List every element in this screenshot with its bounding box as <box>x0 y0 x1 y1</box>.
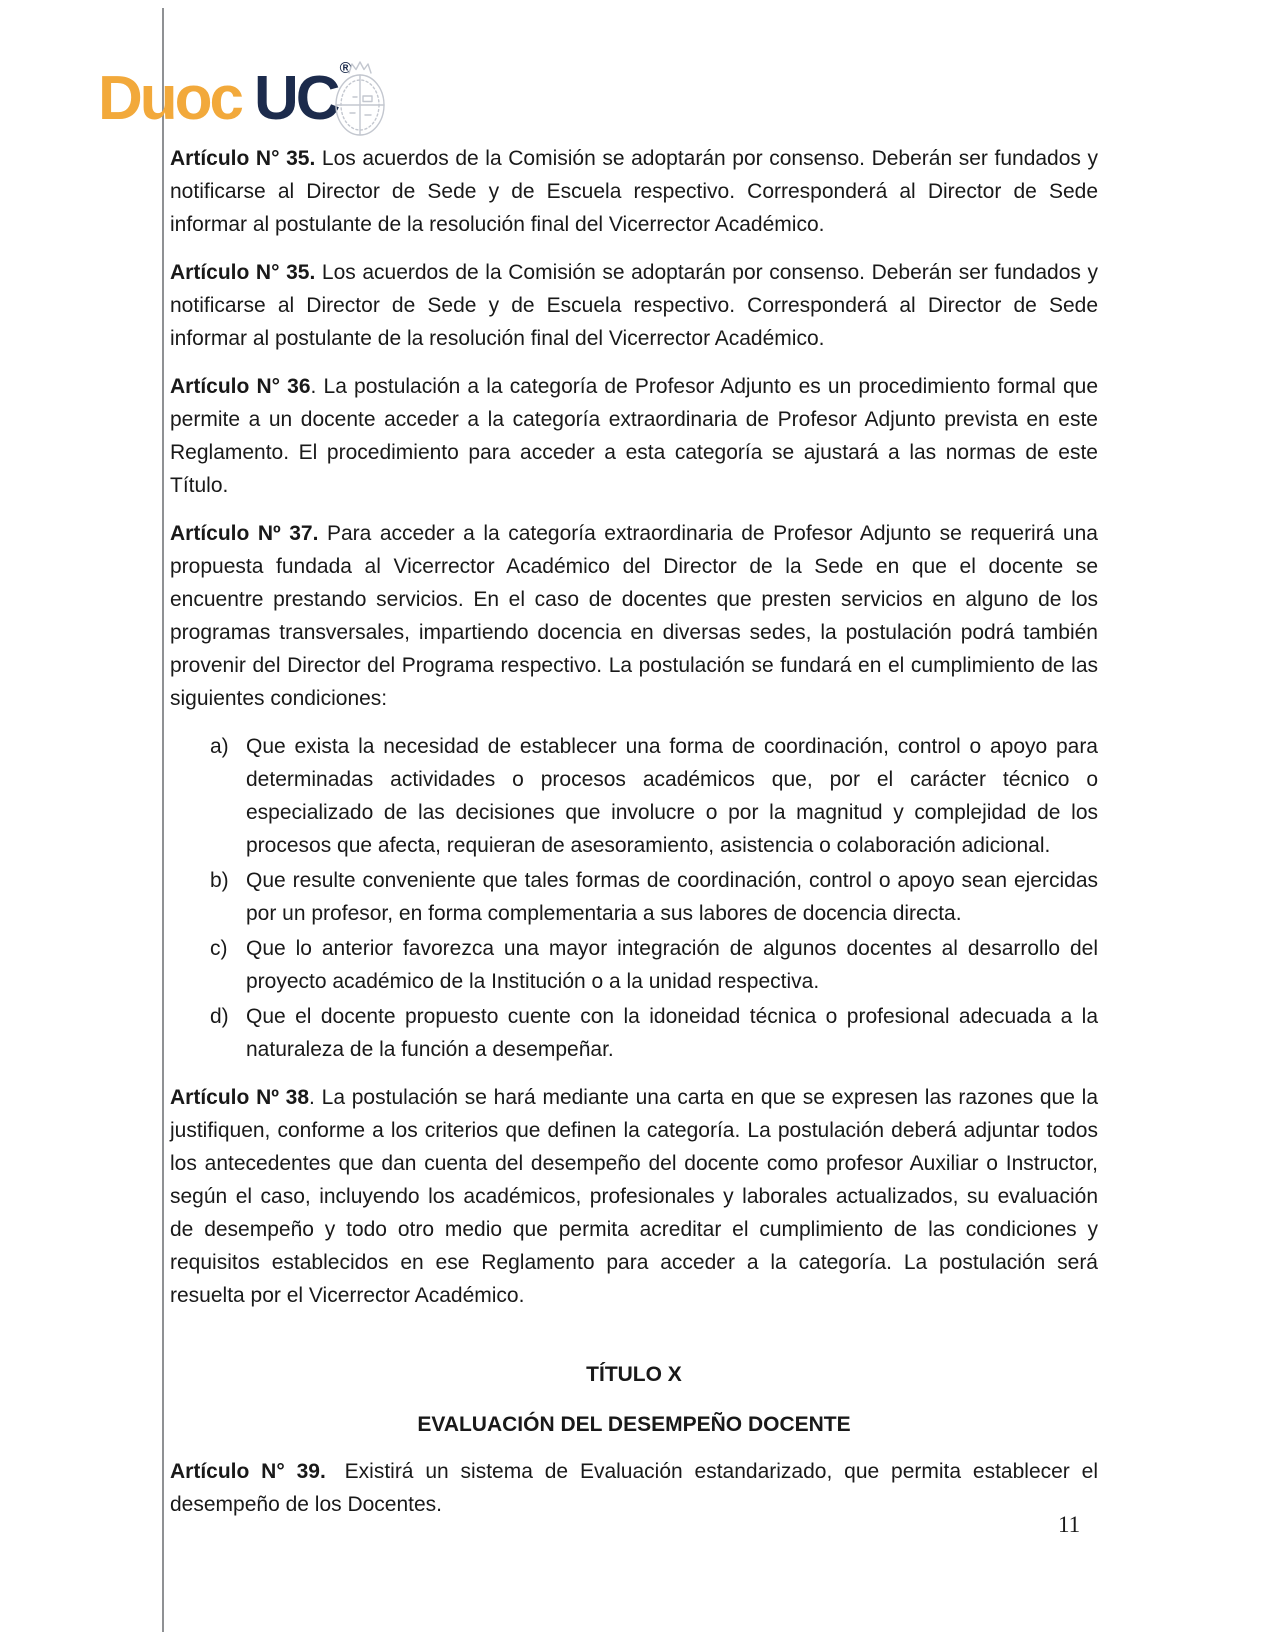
list-text-d: Que el docente propuesto cuente con la idoneidad técnica o profesional adecuada a la naturaleza de la función a desempeñar. <box>246 1005 1098 1061</box>
article-35-second-label: Artículo N° 35. <box>170 261 316 284</box>
paragraph-article-35-second <box>170 256 1098 355</box>
section-subtitle: EVALUACIÓN DEL DESEMPEÑO DOCENTE <box>417 1413 851 1436</box>
registered-trademark-icon: ® <box>339 60 352 77</box>
uc-crest-seal-icon <box>333 59 387 137</box>
section-title: TÍTULO X <box>586 1363 682 1386</box>
conditions-list <box>170 730 1098 1066</box>
list-text-a: Que exista la necesidad de establecer una forma de coordinación, control o apoyo para determinadas actividades o procesos académicos que, por el carácter técnico o especializado de las decisiones que involucre o por la magnitud y complejidad de los procesos que afecta, requieran de asesoramiento, asistencia o colaboración adicional. <box>246 735 1098 857</box>
logo-duoc-text: Duoc <box>98 64 241 133</box>
paragraph-article-36 <box>170 370 1098 502</box>
paragraph-article-39 <box>170 1455 1098 1521</box>
list-item-a <box>170 730 1098 862</box>
article-38-label: Artículo Nº 38 <box>170 1086 310 1109</box>
article-36-text: . La postulación a la categoría de Profesor Adjunto es un procedimiento formal que permite a un docente acceder a la categoría extraordinaria de Profesor Adjunto prevista en este Reglamento. El procedimiento para acceder a esta categoría se ajustará a las normas de este Título. <box>170 375 1098 497</box>
article-38-text: . La postulación se hará mediante una carta en que se expresen las razones que la justifiquen, conforme a los criterios que definen la categoría. La postulación deberá adjuntar todos los antecedentes que dan cuenta del desempeño del docente como profesor Auxiliar o Instructor, según el caso, incluyendo los académicos, profesionales y laborales actualizados, su evaluación de desempeño y todo otro medio que permita acreditar el cumplimiento de las condiciones y requisitos establecidos en ese Reglamento para acceder a la categoría. La postulación será resuelta por el Vicerrector Académico. <box>170 1086 1098 1307</box>
list-marker-c: c) <box>210 937 228 960</box>
article-35-first-text: Los acuerdos de la Comisión se adoptarán por consenso. Deberán ser fundados y notificarse al Director de Sede y de Escuela respectivo. Corresponderá al Director de Sede informar al postulante de la resolución final del Vicerrector Académico. <box>170 147 1099 236</box>
list-marker-b: b) <box>210 869 229 892</box>
list-text-b: Que resulte conveniente que tales formas de coordinación, control o apoyo sean ejercidas por un profesor, en forma complementaria a sus labores de docencia directa. <box>246 869 1098 925</box>
document-body <box>170 142 1098 1536</box>
article-37-label: Artículo Nº 37. <box>170 522 319 545</box>
logo-uc-text: UC <box>254 64 338 133</box>
article-39-text: Existirá un sistema de Evaluación estandarizado, que permita establecer el desempeño de los Docentes. <box>170 1460 1098 1516</box>
duoc-uc-logo <box>98 60 352 133</box>
article-39-label: Artículo N° 39. <box>170 1460 326 1483</box>
list-text-c: Que lo anterior favorezca una mayor integración de algunos docentes al desarrollo del proyecto académico de la Institución o a la unidad respectiva. <box>246 937 1098 993</box>
article-36-label: Artículo N° 36 <box>170 375 311 398</box>
list-item-c <box>170 932 1098 998</box>
seal-crown <box>349 62 371 73</box>
paragraph-article-38 <box>170 1081 1098 1312</box>
list-marker-a: a) <box>210 735 229 758</box>
article-35-first-label: Artículo N° 35. <box>170 147 316 170</box>
article-35-second-text: Los acuerdos de la Comisión se adoptarán por consenso. Deberán ser fundados y notificarse al Director de Sede y de Escuela respectivo. Corresponderá al Director de Sede informar al postulante de la resolución final del Vicerrector Académico. <box>170 261 1099 350</box>
paragraph-article-35-first <box>170 142 1098 241</box>
article-37-text: Para acceder a la categoría extraordinaria de Profesor Adjunto se requerirá una propuesta fundada al Vicerrector Académico del Director de la Sede en que el docente se encuentre prestando servicios. En el caso de docentes que presten servicios en alguno de los programas transversales, impartiendo docencia en diversas sedes, la postulación podrá también provenir del Director del Programa respectivo. La postulación se fundará en el cumplimiento de las siguientes condiciones: <box>170 522 1098 710</box>
list-item-b <box>170 864 1098 930</box>
paragraph-article-37 <box>170 517 1098 715</box>
list-marker-d: d) <box>210 1005 229 1028</box>
left-margin-rule <box>162 8 164 1632</box>
page-number: 11 <box>1058 1512 1081 1537</box>
list-item-d <box>170 1000 1098 1066</box>
seal-book <box>363 96 372 102</box>
